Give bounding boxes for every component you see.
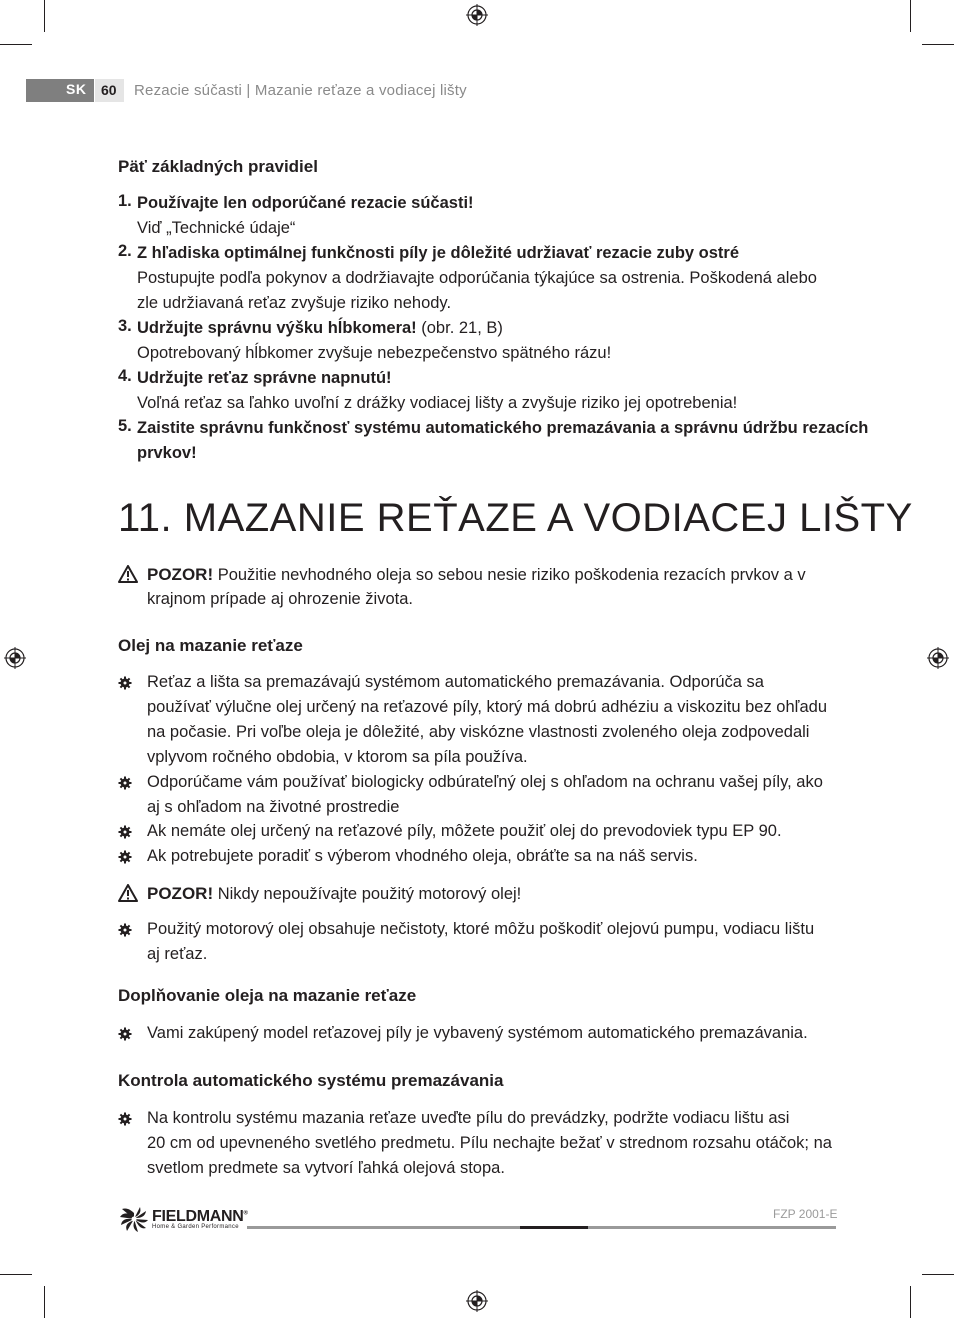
- warning-label: POZOR!: [147, 565, 214, 584]
- brand-name: FIELDMANN®: [152, 1208, 248, 1225]
- list-item: 20 cm od upevneného svetlého predmetu. Pílu nechajte bežať v strednom rozsahu otáčok; na: [147, 1134, 832, 1152]
- warning-triangle-icon: [118, 884, 138, 902]
- gear-bullet-icon: [118, 1027, 132, 1041]
- rule-figure-ref: (obr. 21, B): [416, 319, 503, 337]
- warning-triangle-icon: [118, 565, 138, 583]
- header-language: SK: [66, 81, 87, 97]
- registration-mark-icon: [4, 647, 26, 669]
- rule-title: Z hľadiska optimálnej funkčnosti píly je dôležité udržiavať rezacie zuby ostré: [137, 244, 740, 262]
- list-item: aj reťaz.: [147, 945, 208, 963]
- list-item: Vami zakúpený model reťazovej píly je vybavený systémom automatického premazávania.: [147, 1024, 808, 1042]
- gear-bullet-icon: [118, 825, 132, 839]
- list-item: na počasie. Pri voľbe oleja je dôležité, aby viskózne vlastnosti zvoleného oleja zodpovedali: [147, 723, 810, 741]
- warning-text: [147, 562, 806, 588]
- crop-mark: [0, 44, 32, 45]
- rule-body: Opotrebovaný hĺbkomer zvyšuje nebezpečenstvo spätného rázu!: [137, 344, 612, 362]
- list-item: Odporúčame vám používať biologicky odbúrateľný olej s ohľadom na ochranu vašej píly, ako: [147, 773, 823, 791]
- crop-mark: [922, 1274, 954, 1275]
- rule-body: Viď „Technické údaje“: [137, 219, 296, 237]
- registration-mark-icon: [466, 1290, 488, 1312]
- rules-heading: Päť základných pravidiel: [118, 157, 318, 176]
- rule-title: prvkov!: [137, 444, 197, 462]
- warning-text: [147, 881, 521, 907]
- list-item: Ak nemáte olej určený na reťazové píly, môžete použiť olej do prevodoviek typu EP 90.: [147, 822, 782, 840]
- rule-body: Voľná reťaz sa ľahko uvoľní z drážky vodiacej lišty a zvyšuje riziko jej opotrebenia!: [137, 394, 738, 412]
- registration-mark-icon: [466, 4, 488, 26]
- gear-bullet-icon: [118, 776, 132, 790]
- list-item: svetlom predmete sa vytvorí ľahká olejová stopa.: [147, 1159, 505, 1177]
- crop-mark: [922, 44, 954, 45]
- footer-rule-accent: [520, 1226, 588, 1229]
- model-number: FZP 2001-E: [773, 1207, 838, 1221]
- rule-title-line: [137, 316, 503, 341]
- list-item: Ak potrebujete poradiť s výberom vhodného oleja, obráťte sa na náš servis.: [147, 847, 698, 865]
- footer-rule: [247, 1226, 520, 1229]
- gear-bullet-icon: [118, 676, 132, 690]
- warning-message: Nikdy nepoužívajte použitý motorový olej!: [213, 885, 522, 903]
- crop-mark: [44, 0, 45, 32]
- crop-mark: [910, 0, 911, 32]
- list-item: používať výlučne olej určený na reťazové píly, ktorý má dobrú adhéziu a viskozitu bez ohľadu: [147, 698, 828, 716]
- rule-number: 5.: [118, 417, 132, 435]
- list-item: vplyvom ročného obdobia, v ktorom sa píla používa.: [147, 748, 528, 766]
- list-item: Na kontrolu systému mazania reťaze uveďte pílu do prevádzky, podržte vodiacu lištu asi: [147, 1109, 790, 1127]
- rule-number: 3.: [118, 317, 132, 335]
- rule-body: Postupujte podľa pokynov a dodržiavajte odporúčania týkajúce sa ostrenia. Poškodená alebo: [137, 269, 817, 287]
- footer-rule: [588, 1226, 836, 1229]
- list-item: Reťaz a lišta sa premazávajú systémom automatického premazávania. Odporúča sa: [147, 673, 764, 691]
- crop-mark: [0, 1274, 32, 1275]
- rule-number: 4.: [118, 367, 132, 385]
- oil-heading: Olej na mazanie reťaze: [118, 636, 303, 655]
- rule-number: 2.: [118, 242, 132, 260]
- rule-number: 1.: [118, 192, 132, 210]
- crop-mark: [44, 1286, 45, 1318]
- warning-message: Použitie nevhodného oleja so sebou nesie riziko poškodenia rezacích prvkov a v: [213, 566, 806, 584]
- list-item: Použitý motorový olej obsahuje nečistoty, ktoré môžu poškodiť olejovú pumpu, vodiacu lištu: [147, 920, 815, 938]
- rule-title: Udržujte správnu výšku hĺbkomera!: [137, 319, 417, 337]
- brand-tagline: Home & Garden Performance: [152, 1224, 239, 1230]
- rule-title: Používajte len odporúčané rezacie súčasti!: [137, 194, 474, 212]
- crop-mark: [910, 1286, 911, 1318]
- rule-body: zle udržiavaná reťaz zvyšuje riziko nehody.: [137, 294, 452, 312]
- refill-heading: Doplňovanie oleja na mazanie reťaze: [118, 986, 417, 1005]
- fieldmann-logo-icon: [118, 1205, 150, 1233]
- gear-bullet-icon: [118, 923, 132, 937]
- header-page-number: 60: [101, 82, 117, 98]
- header-title: Rezacie súčasti | Mazanie reťaze a vodiacej lišty: [134, 82, 467, 99]
- rule-title: Udržujte reťaz správne napnutú!: [137, 369, 392, 387]
- gear-bullet-icon: [118, 850, 132, 864]
- registration-mark-icon: [927, 647, 949, 669]
- gear-bullet-icon: [118, 1112, 132, 1126]
- registered-mark: ®: [243, 1210, 248, 1217]
- section-title: 11. MAZANIE REŤAZE A VODIACEJ LIŠTY: [118, 496, 913, 540]
- list-item: aj s ohľadom na životné prostredie: [147, 798, 400, 816]
- check-heading: Kontrola automatického systému premazávania: [118, 1071, 504, 1090]
- warning-label: POZOR!: [147, 884, 214, 903]
- rule-title: Zaistite správnu funkčnosť systému automatického premazávania a správnu údržbu rezacích: [137, 419, 869, 437]
- warning-message: krajnom prípade aj ohrozenie života.: [147, 590, 413, 608]
